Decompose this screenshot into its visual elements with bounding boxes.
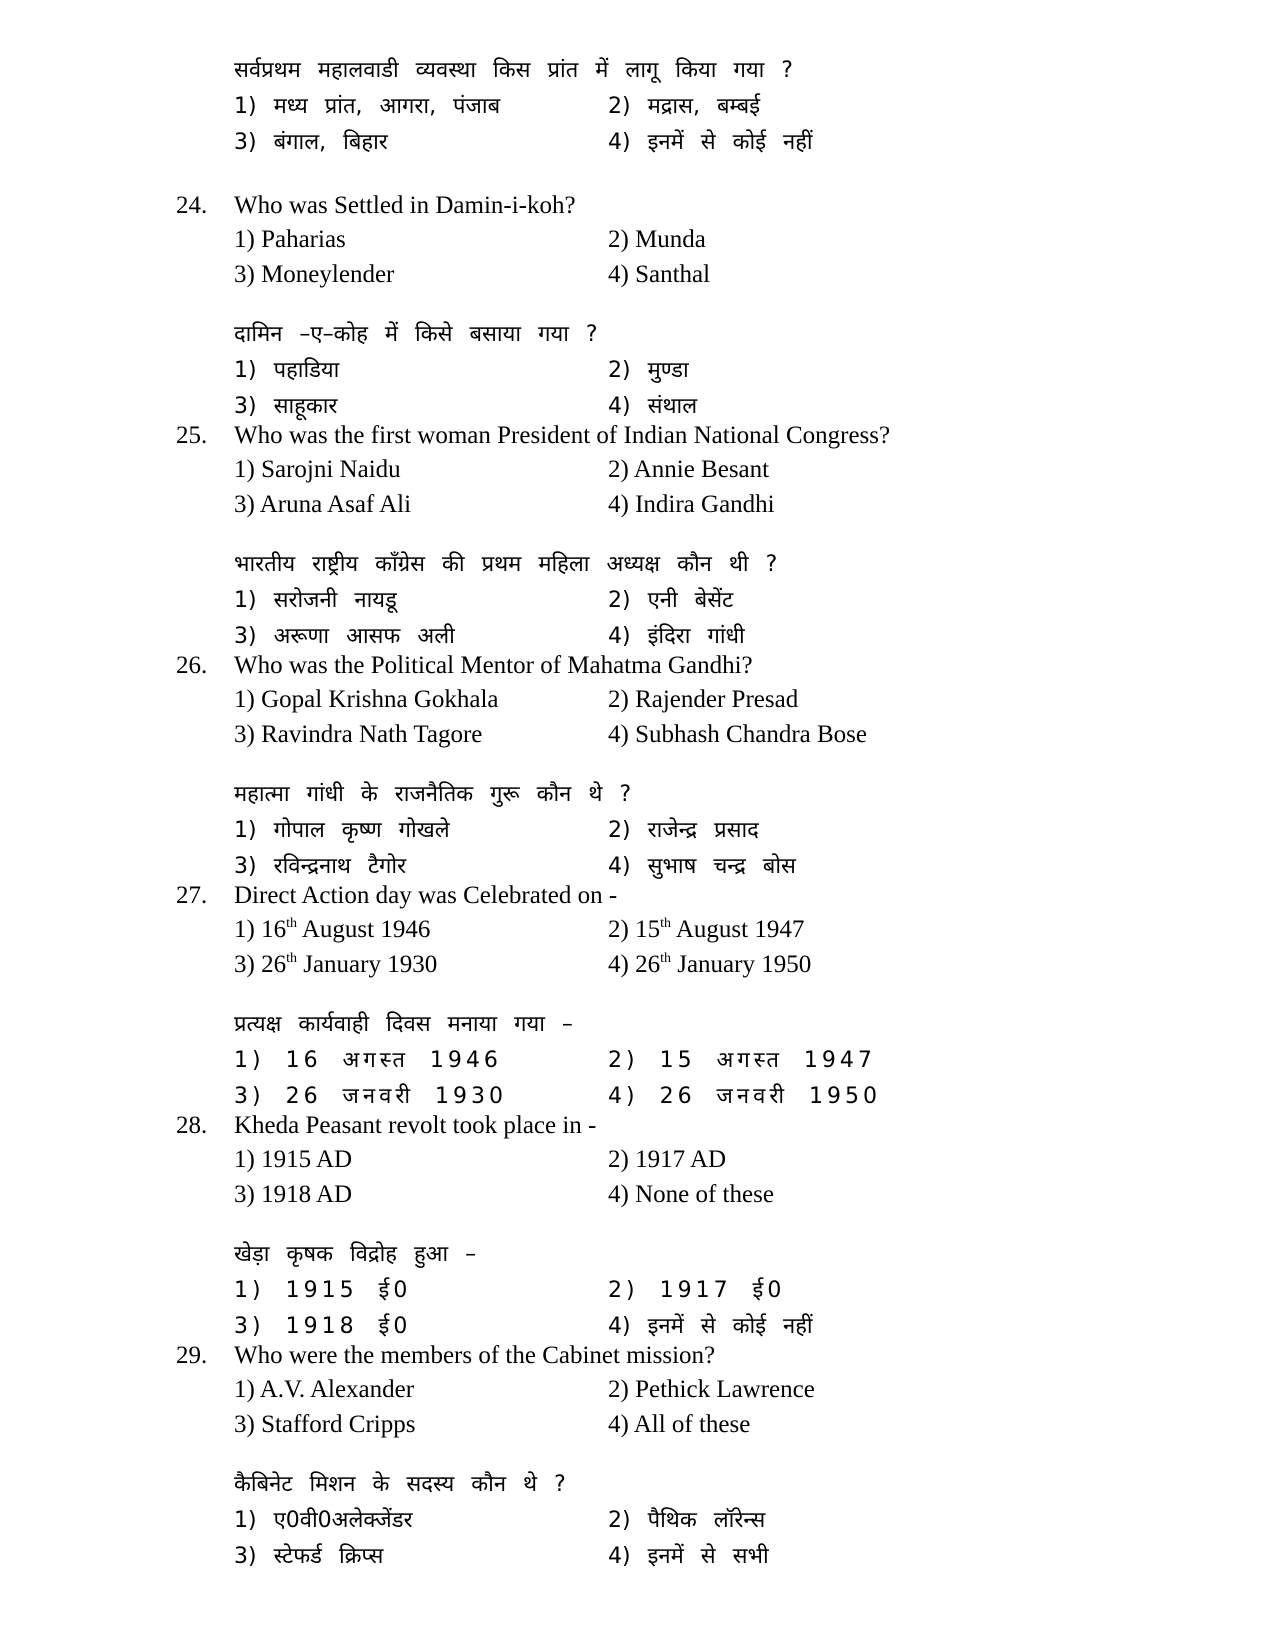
q29-number: 29. [176, 1342, 208, 1369]
q29-hindi-option-2: 2) पैथिक लॉरेन्स [608, 1508, 766, 1533]
q27-english-option-1: 1) 16th August 1946 [234, 916, 431, 943]
q28-hindi-option-1: 1) 1915 ई0 [234, 1278, 412, 1303]
q25-english-question: Who was the first woman President of Indian National Congress? [234, 422, 891, 449]
q24-english-question: Who was Settled in Damin-i-koh? [234, 192, 576, 219]
q25-number: 25. [176, 422, 208, 449]
q25-hindi-option-1: 1) सरोजनी नायडू [234, 588, 397, 613]
q26-hindi-option-3: 3) रविन्द्रनाथ टैगोर [234, 854, 407, 879]
q27-hindi-option-1: 1) 16 अगस्त 1946 [234, 1048, 502, 1073]
q26-number: 26. [176, 652, 208, 679]
q25-english-option-1: 1) Sarojni Naidu [234, 456, 401, 483]
q28-hindi-option-2: 2) 1917 ई0 [608, 1278, 786, 1303]
q27-hindi-option-4: 4) 26 जनवरी 1950 [608, 1084, 882, 1109]
q29-english-option-4: 4) All of these [608, 1411, 751, 1438]
q29-english-question: Who were the members of the Cabinet mission? [234, 1342, 716, 1369]
q24-hindi-option-2: 2) मुण्डा [608, 358, 689, 383]
q29-hindi-option-1: 1) ए0वी0अलेक्जेंडर [234, 1508, 413, 1533]
q25-english-option-3: 3) Aruna Asaf Ali [234, 491, 412, 518]
q28-hindi-question: खेड़ा कृषक विद्रोह हुआ – [234, 1242, 477, 1267]
q27-hindi-option-2: 2) 15 अगस्त 1947 [608, 1048, 876, 1073]
q23-hindi-option-2: 2) मद्रास, बम्बई [608, 94, 761, 119]
q29-hindi-question: कैबिनेट मिशन के सदस्य कौन थे ? [234, 1472, 566, 1497]
q26-hindi-option-2: 2) राजेन्द्र प्रसाद [608, 818, 759, 843]
q25-hindi-question: भारतीय राष्ट्रीय कॉंग्रेस की प्रथम महिला अध्यक्ष कौन थी ? [234, 552, 778, 577]
q29-hindi-option-3: 3) स्टेफर्ड क्रिप्स [234, 1544, 384, 1569]
q26-english-option-3: 3) Ravindra Nath Tagore [234, 721, 483, 748]
q26-hindi-option-4: 4) सुभाष चन्द्र बोस [608, 854, 796, 879]
q24-number: 24. [176, 192, 208, 219]
q27-english-option-2: 2) 15th August 1947 [608, 916, 805, 943]
q27-hindi-option-3: 3) 26 जनवरी 1930 [234, 1084, 508, 1109]
q25-english-option-2: 2) Annie Besant [608, 456, 770, 483]
q25-hindi-option-3: 3) अरूणा आसफ अली [234, 624, 455, 649]
q23-hindi-question: सर्वप्रथम महालवाडी व्यवस्था किस प्रांत में लागू किया गया ? [234, 58, 793, 83]
q23-hindi-option-3: 3) बंगाल, बिहार [234, 130, 388, 155]
q23-hindi-option-4: 4) इनमें से कोई नहीं [608, 130, 813, 155]
q28-hindi-option-3: 3) 1918 ई0 [234, 1314, 412, 1339]
q27-english-option-3: 3) 26th January 1930 [234, 951, 438, 978]
q28-english-option-3: 3) 1918 AD [234, 1181, 353, 1208]
q28-english-option-4: 4) None of these [608, 1181, 774, 1208]
q29-english-option-3: 3) Stafford Cripps [234, 1411, 416, 1438]
q25-hindi-option-4: 4) इंदिरा गांधी [608, 624, 745, 649]
q26-english-option-1: 1) Gopal Krishna Gokhala [234, 686, 499, 713]
q26-english-option-2: 2) Rajender Presad [608, 686, 799, 713]
q24-hindi-option-3: 3) साहूकार [234, 394, 338, 419]
q24-english-option-2: 2) Munda [608, 226, 706, 253]
q26-english-option-4: 4) Subhash Chandra Bose [608, 721, 867, 748]
q28-english-option-2: 2) 1917 AD [608, 1146, 727, 1173]
q29-english-option-2: 2) Pethick Lawrence [608, 1376, 815, 1403]
q26-hindi-question: महात्मा गांधी के राजनैतिक गुरू कौन थे ? [234, 782, 632, 807]
q28-hindi-option-4: 4) इनमें से कोई नहीं [608, 1314, 813, 1339]
q25-english-option-4: 4) Indira Gandhi [608, 491, 775, 518]
q25-hindi-option-2: 2) एनी बेसेंट [608, 588, 734, 613]
q24-hindi-option-4: 4) संथाल [608, 394, 698, 419]
q26-hindi-option-1: 1) गोपाल कृष्ण गोखले [234, 818, 450, 843]
q27-number: 27. [176, 882, 208, 909]
q28-english-question: Kheda Peasant revolt took place in - [234, 1112, 597, 1139]
q27-english-question: Direct Action day was Celebrated on - [234, 882, 618, 909]
q28-english-option-1: 1) 1915 AD [234, 1146, 353, 1173]
q27-hindi-question: प्रत्यक्ष कार्यवाही दिवस मनाया गया – [234, 1012, 573, 1037]
q24-hindi-option-1: 1) पहाडिया [234, 358, 340, 383]
q26-english-question: Who was the Political Mentor of Mahatma Gandhi? [234, 652, 753, 679]
q29-english-option-1: 1) A.V. Alexander [234, 1376, 415, 1403]
q24-hindi-question: दामिन –ए–कोह में किसे बसाया गया ? [234, 322, 598, 347]
q24-english-option-3: 3) Moneylender [234, 261, 395, 288]
q23-hindi-option-1: 1) मध्य प्रांत, आगरा, पंजाब [234, 94, 501, 119]
q24-english-option-4: 4) Santhal [608, 261, 711, 288]
q29-hindi-option-4: 4) इनमें से सभी [608, 1544, 769, 1569]
q27-english-option-4: 4) 26th January 1950 [608, 951, 812, 978]
q24-english-option-1: 1) Paharias [234, 226, 346, 253]
q28-number: 28. [176, 1112, 208, 1139]
